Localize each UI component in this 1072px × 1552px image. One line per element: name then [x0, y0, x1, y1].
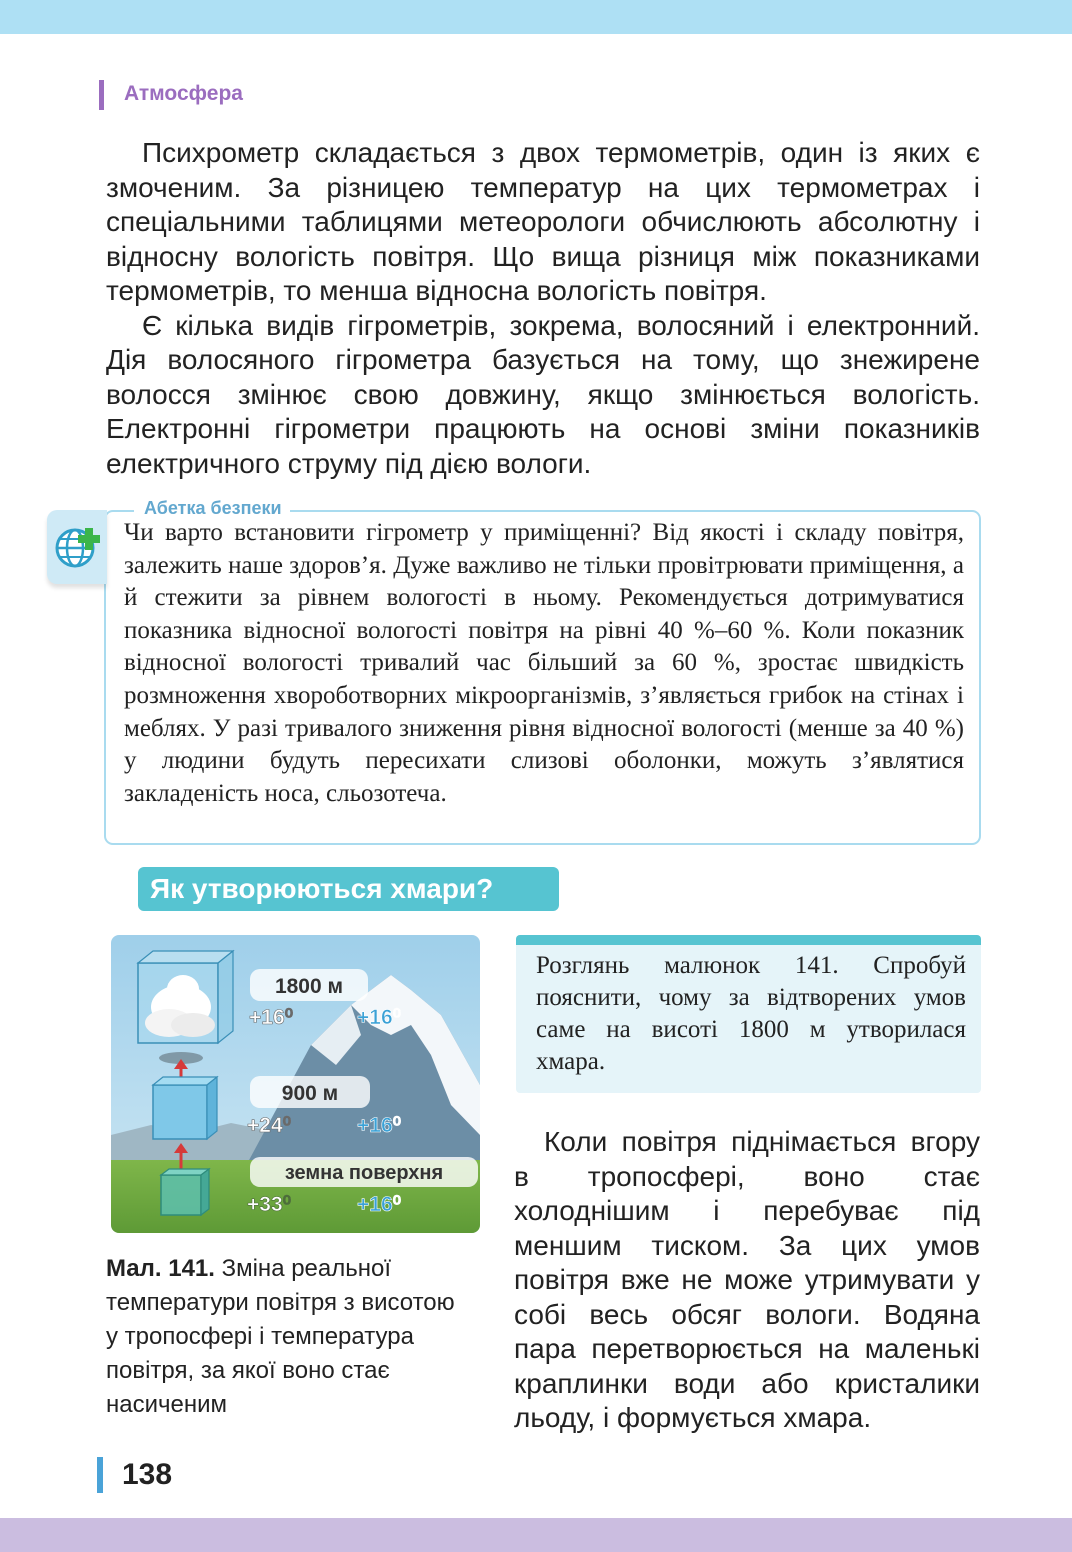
figure-141-illustration — [111, 935, 480, 1233]
bottom-color-band — [0, 1518, 1072, 1552]
level-label-surface: земна поверхня — [284, 1162, 444, 1184]
cloud-formation-text: Коли повітря піднімається вгору в тропосфері, воно стає холоднішим і перебуває під меншим тиском. За цих умов повітря вже не може утримувати у собі весь обсяг вологи. Водяна пара перетворюється на маленькі краплинки води або кристалики льоду, і формується хмара. — [514, 1126, 980, 1433]
globe-plus-icon — [53, 522, 103, 572]
saturation-temp-900: +16⁰ — [357, 1114, 402, 1137]
real-temp-1800: +16⁰ — [249, 1006, 294, 1029]
level-label-1800: 1800 м — [274, 975, 344, 998]
cube-top — [138, 951, 233, 1043]
cube-bottom — [161, 1169, 209, 1215]
paragraph-hygrometer: Є кілька видів гігрометрів, зокрема, волосяний і електронний. Дія волосяного гігрометра базується на тому, що знежирене волосся змінює свою довжину, якщо змінюється вологість. Електронні гігрометри працюють на основі зміни показників електричного струму під дією вологи. — [106, 309, 980, 479]
safety-label: Абетка безпеки — [134, 498, 290, 519]
cube-middle — [153, 1077, 217, 1139]
figure-caption — [106, 1252, 466, 1422]
section-marker — [99, 80, 104, 110]
real-temp-900: +24⁰ — [247, 1114, 292, 1137]
safety-icon-tab — [47, 510, 107, 584]
task-text: Розглянь малюнок 141. Спробуй пояснити, чому за відтворених умов саме на висоті 1800 м утворилася хмара. — [536, 952, 966, 1075]
paragraph-psychrometer: Психрометр складається з двох термометрів, один із яких є змоченим. За різницею температур на цих термометрах і спеціальними таблицями метеорологи обчислюють абсолютну і відносну вологість повітря. Що вища різниця між показниками термометрів, то менша відносна вологість повітря. — [106, 137, 980, 306]
real-temp-surface: +33⁰ — [247, 1193, 292, 1216]
safety-text: Чи варто встановити гігрометр у приміщенні? Від якості і складу повітря, залежить наше здоров’я. Дуже важливо не тільки провітрювати приміщення, а й стежити за рівнем вологості в ньому. Рекомендується дотримуватися показника відносної вологості повітря на рівні 40 %–60 %. Коли показник відносної вологості тривалий час більший за 60 %, зростає швидкість розмноження хвороботворних мікроорганізмів, з’являється грибок на стінах і меблях. У разі тривалого зниження рівня відносної вологості (менше за 40 %) у людини будуть пересихати слизові оболонки, можуть з’являтися закладеність носа, сльозотеча. — [124, 519, 964, 807]
section-subheading: Як утворюються хмари? — [138, 867, 559, 911]
figure-caption-text: Зміна реальної температури повітря з висотою у тропосфері і температура повітря, за якої воно стає насиченим — [106, 1255, 455, 1418]
level-label-900: 900 м — [281, 1082, 339, 1105]
page-number-marker — [97, 1457, 103, 1493]
figure-number: Мал. 141. — [106, 1255, 215, 1282]
page-number: 138 — [122, 1458, 173, 1491]
saturation-temp-1800: +16⁰ — [357, 1006, 402, 1029]
section-title: Атмосфера — [124, 82, 243, 105]
saturation-temp-surface: +16⁰ — [357, 1193, 402, 1216]
main-text — [106, 136, 980, 481]
top-color-band — [0, 0, 1072, 34]
